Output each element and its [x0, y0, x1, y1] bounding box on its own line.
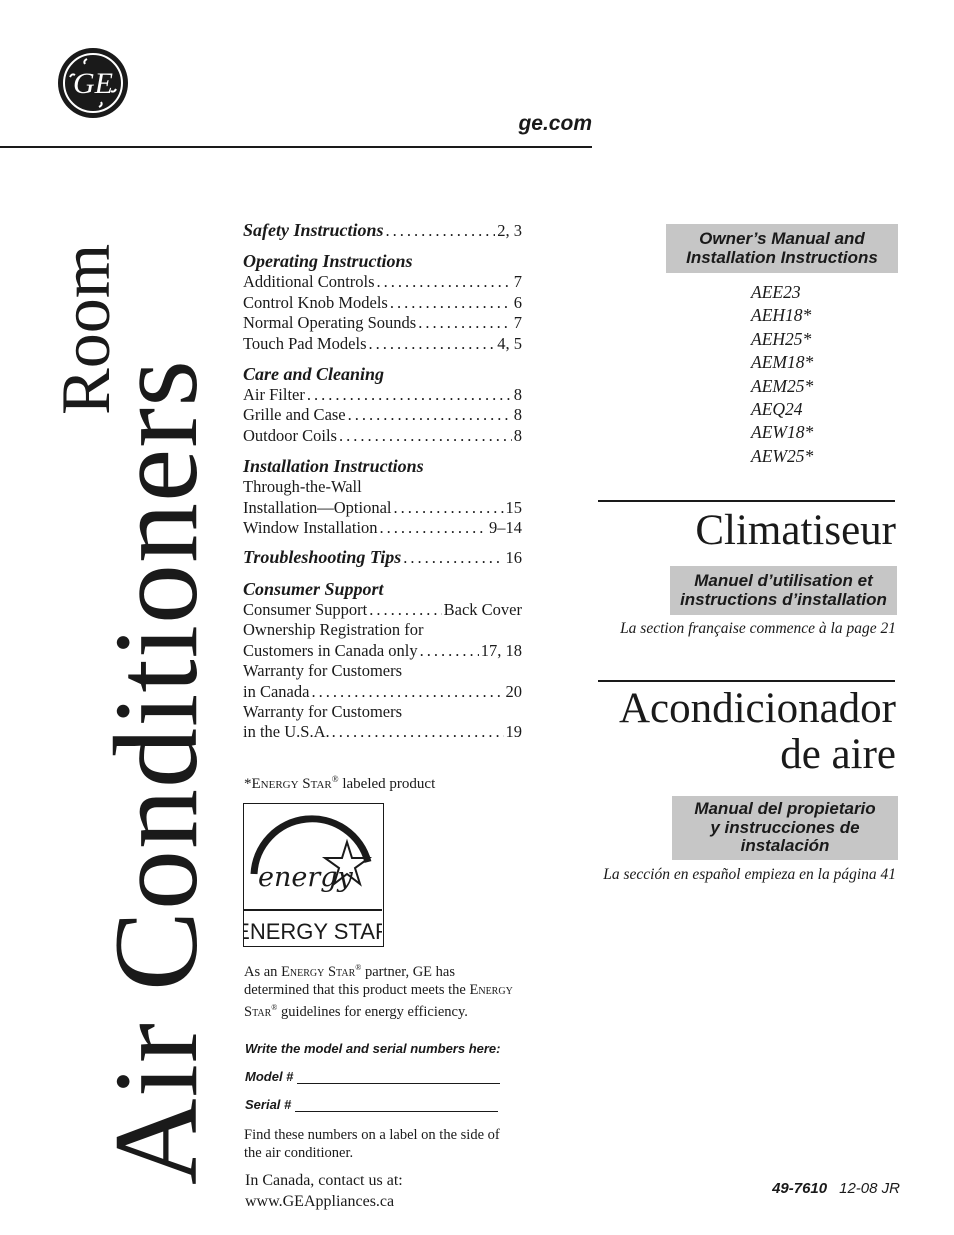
toc-entry[interactable]: Warranty for Customers — [243, 701, 403, 721]
canada-url[interactable]: www.GEAppliances.ca — [245, 1193, 395, 1210]
site-url[interactable]: ge.com — [518, 112, 592, 135]
model-number: AEH18* — [751, 305, 812, 326]
toc-section — [243, 455, 522, 538]
french-section-note: La section française commence à la page 21 — [620, 620, 896, 637]
energy-logo-label: ENERGY STA — [244, 919, 375, 944]
toc-heading[interactable]: Troubleshooting Tips ..... 16 — [243, 547, 522, 568]
model-number-field[interactable]: Model # — [245, 1069, 500, 1084]
toc-section — [243, 547, 522, 568]
toc-section — [243, 250, 522, 354]
toc-heading[interactable]: Consumer Support — [243, 578, 384, 599]
title-room: Room — [48, 243, 125, 415]
model-number: AEH25* — [751, 328, 812, 349]
model-number: AEQ24 — [751, 399, 803, 420]
model-number: AEW18* — [751, 422, 814, 443]
toc-heading[interactable]: Installation Instructions — [243, 456, 424, 477]
spanish-manual-box: Manual del propietario y instrucciones de instalación — [672, 796, 898, 860]
toc-entry[interactable]: Customers in Canada only ..... 17, 18 — [243, 641, 522, 661]
toc-heading[interactable]: Care and Cleaning — [243, 364, 385, 385]
write-numbers-note: Write the model and serial numbers here: — [245, 1041, 501, 1056]
spanish-section-note: La sección en español empieza en la página 41 — [603, 866, 896, 883]
toc-entry[interactable]: Control Knob Models ..... 6 — [243, 293, 522, 313]
table-of-contents — [243, 220, 522, 743]
toc-entry[interactable]: Additional Controls ..... 7 — [243, 272, 522, 292]
toc-entry[interactable]: Grille and Case ..... 8 — [243, 405, 522, 425]
svg-text:GE: GE — [73, 67, 113, 100]
toc-entry[interactable]: Normal Operating Sounds ..... 7 — [243, 313, 522, 333]
find-numbers-note: Find these numbers on a label on the side of the air conditioner. — [244, 1127, 500, 1161]
toc-heading[interactable]: Operating Instructions — [243, 251, 413, 272]
french-manual-box: Manuel d’utilisation et instructions d’installation — [670, 566, 897, 615]
title-air-conditioners: Air Conditioners — [89, 359, 222, 1185]
spanish-title: Acondicionador de aire — [618, 685, 896, 778]
toc-entry[interactable]: in the U.S.A. ..... 19 — [243, 722, 522, 742]
model-number: AEM18* — [751, 352, 814, 373]
model-number: AEW25* — [751, 445, 814, 466]
document-number: 49-7610 12-08 JR — [772, 1180, 900, 1197]
canada-contact: In Canada, contact us at: www.GEAppliances.ca — [245, 1170, 515, 1212]
toc-entry[interactable]: in Canada ..... 20 — [243, 682, 522, 702]
toc-entry[interactable]: Through-the-Wall — [243, 477, 362, 497]
toc-entry[interactable]: Window Installation ..... 9–14 — [243, 518, 522, 538]
french-rule — [598, 500, 895, 502]
toc-entry[interactable]: Outdoor Coils ..... 8 — [243, 426, 522, 446]
toc-entry[interactable]: Consumer Support ..... Back Cover — [243, 600, 522, 620]
energy-star-note: *Energy Star® labeled product — [244, 774, 436, 792]
energy-logo-script: energy — [258, 862, 353, 893]
toc-entry[interactable]: Touch Pad Models ..... 4, 5 — [243, 334, 522, 354]
energy-star-partner-text: As an Energy Star® partner, GE has determined that this product meets the Energy Star® guidelines for energy efficiency. — [244, 963, 513, 1021]
toc-entry[interactable]: Air Filter ..... 8 — [243, 385, 522, 405]
header-rule — [0, 146, 592, 148]
toc-entry[interactable]: Ownership Registration for — [243, 620, 424, 640]
serial-number-field[interactable]: Serial # — [245, 1097, 498, 1112]
ge-logo — [57, 47, 129, 119]
toc-entry[interactable]: Installation—Optional ..... 15 — [243, 498, 522, 518]
toc-section — [243, 220, 522, 241]
english-manual-box: Owner’s Manual and Installation Instructions — [666, 224, 898, 273]
toc-section — [243, 363, 522, 446]
toc-section — [243, 578, 522, 743]
energy-star-logo — [243, 803, 384, 947]
toc-entry[interactable]: Warranty for Customers — [243, 661, 403, 681]
model-list — [751, 281, 871, 468]
toc-heading[interactable]: Safety Instructions ..... 2, 3 — [243, 220, 522, 241]
model-number: AEM25* — [751, 375, 814, 396]
model-number: AEE23 — [751, 282, 801, 302]
spanish-rule — [598, 680, 895, 682]
french-title: Climatiseur — [695, 507, 896, 554]
